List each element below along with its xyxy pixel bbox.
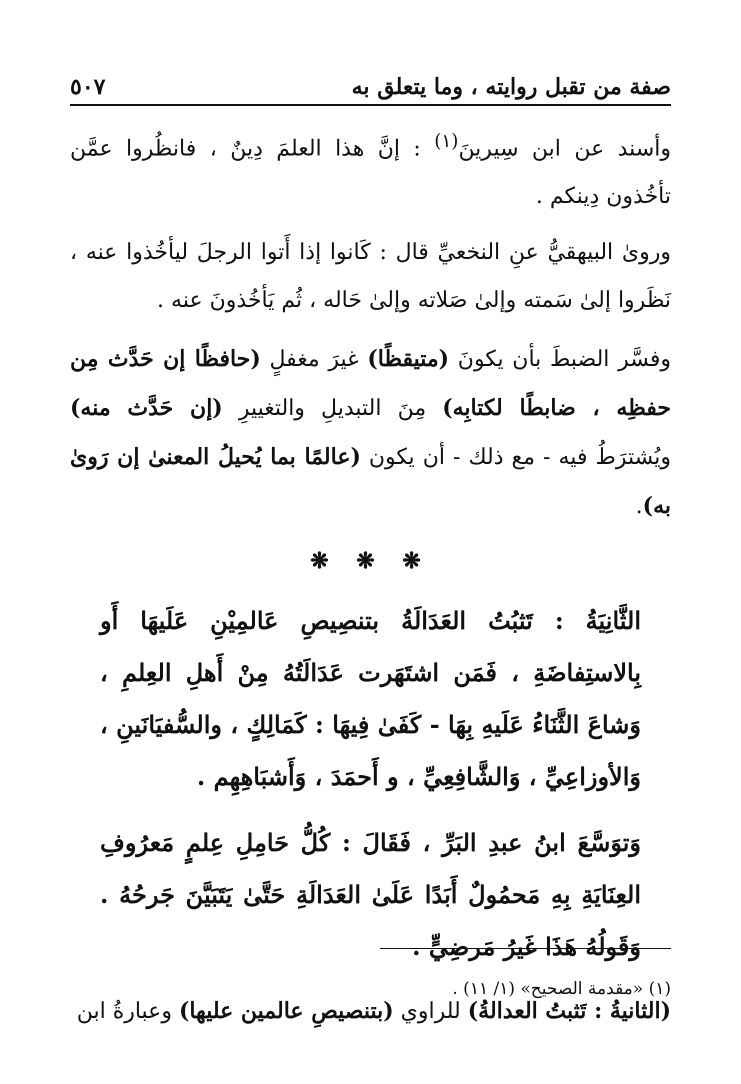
paragraph-text: : إنَّ هذا العلمَ دِينٌ ، فانظُروا عمَّن تأخُذون دِينكم . bbox=[70, 136, 671, 210]
matn-quote-ibn-abd-albarr: وَتوَسَّعَ ابنُ عبدِ البَرِّ ، فَقَالَ : كُلُّ حَامِلِ عِلمٍ مَعرُوفِ العِنَايَةِ بِهِ مَحمُولٌ أَبَدًا عَلَیٰ العَدَالَةِ حَتَّیٰ يَتَبَيَّنَ جَرحُهُ . وَقَولُهُ هَذَا غَيرُ مَرضِيٍّ . bbox=[100, 828, 641, 962]
text-run: ويُشترَطُ فيه - مع ذلك - أن يكون bbox=[360, 445, 671, 471]
text-run: وفسَّر الضبطَ بأن يكونَ bbox=[449, 347, 671, 373]
text-run: وعبارةُ ابن bbox=[76, 999, 179, 1025]
bold-term: (حافظًا إن حَدَّث مِن حفظِه ، ضابطًا لكتابِه) bbox=[70, 346, 671, 422]
footnote-rule bbox=[380, 948, 671, 949]
paragraph-text: وأسند عن ابن سِيرينَ bbox=[458, 136, 671, 162]
footnote: (١) «مقدمة الصحيح» (١/ ١١) . bbox=[452, 979, 671, 999]
footnote-ref: (١) bbox=[434, 131, 459, 152]
text-run: مِنَ التبديلِ والتغييرِ bbox=[222, 396, 443, 422]
text-run: غيرَ مغفلٍ bbox=[260, 347, 368, 373]
bold-term: (إن حَدَّث منه) bbox=[70, 395, 223, 422]
bold-term: (بتنصيصِ عالمين عليها) bbox=[178, 998, 394, 1025]
section-divider-stars: ❋ ❋ ❋ bbox=[310, 548, 431, 575]
matn-quote-thaniya: الثَّانِيَةُ : تَثبُتُ العَدَالَةُ بتنصِيصِ عَالمِيْنِ عَلَيهَا أَو بِالاستِفاضَةِ ، فَمَن اشتَهَرت عَدَالَتُهُ مِنْ أَهلِ العِلمِ ، وَشاعَ الثَّنَاءُ عَلَيهِ بِهَا - كَفَیٰ فِيهَا : كَمَالِكٍ ، والسُّفيَانَينِ ، وَالأوزاعِيِّ ، وَالشَّافِعِيِّ ، و أَحمَدَ ، وَأَشبَاهِهِم . bbox=[100, 606, 641, 792]
text-run: للراوي bbox=[393, 999, 468, 1025]
running-title: صفة من تقبل روايته ، وما يتعلق به bbox=[351, 74, 671, 100]
page-body bbox=[70, 118, 671, 1046]
running-header bbox=[70, 58, 671, 102]
bold-term: (متيقظًا) bbox=[367, 346, 450, 373]
page-number: ٥٠٧ bbox=[70, 74, 106, 100]
paragraph-bayhaqi: ورویٰ البيهقيُّ عنِ النخعيِّ قال : كَانوا إذا أَتوا الرجلَ ليأخُذوا عنه ، نَظَروا إلیٰ سَمته وإلیٰ صَلاته وإلیٰ حَاله ، ثُم يَأخُذونَ عنه . bbox=[70, 240, 671, 314]
paragraph-ibn-sirin bbox=[70, 118, 671, 221]
paragraph-dabt bbox=[70, 335, 671, 531]
header-rule bbox=[70, 104, 671, 106]
bold-term: (عالمًا بما يُحيلُ المعنیٰ إن رَویٰ به) bbox=[70, 444, 671, 520]
bold-term: (الثانيةُ : تَثبتُ العدالةُ) bbox=[467, 998, 671, 1025]
text-run: . bbox=[635, 494, 643, 520]
